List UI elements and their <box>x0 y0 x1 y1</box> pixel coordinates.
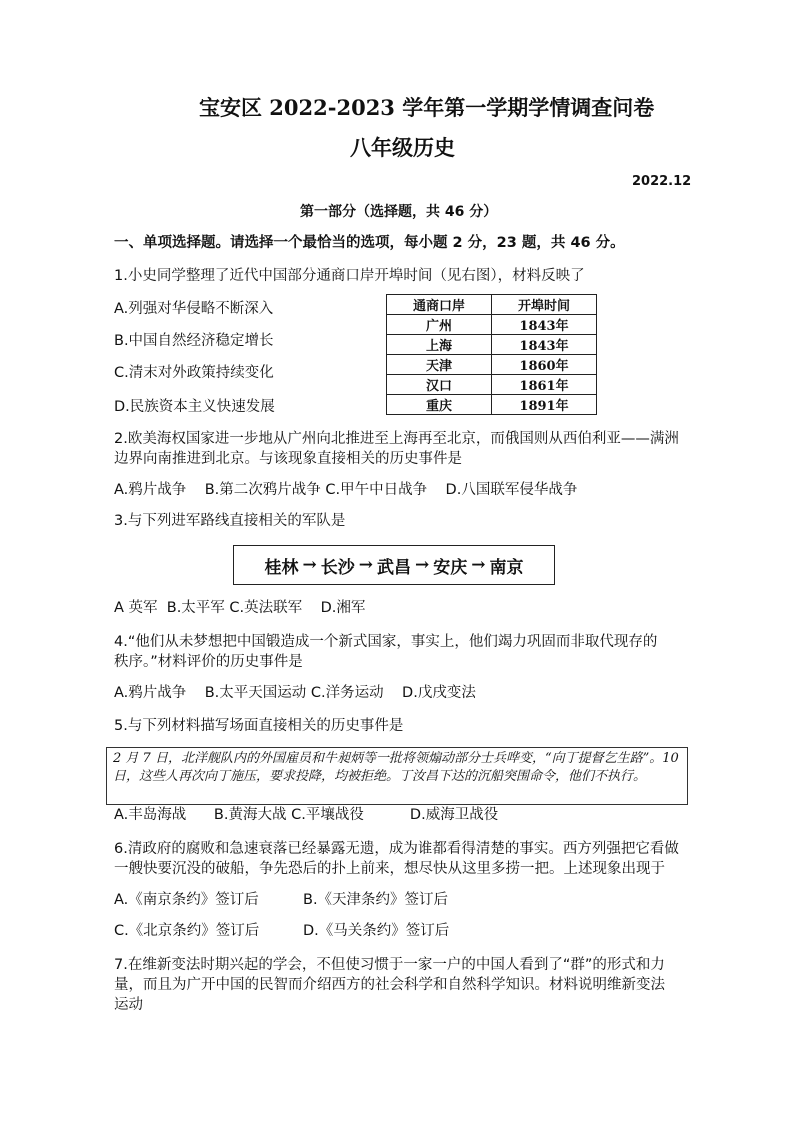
part-heading: 第一部分（选择题，共 46 分） <box>300 204 498 220</box>
question-3-options: A 英军 B.太平军 C.英法联军 D.湘军 <box>114 600 366 616</box>
exam-date: 2022.12 <box>632 174 692 189</box>
table-cell: 天津 <box>387 355 492 375</box>
route-box <box>233 545 555 585</box>
route-city: 安庆 <box>433 557 468 578</box>
question-1-option-d: D.民族资本主义快速发展 <box>114 399 275 415</box>
table-row <box>387 335 597 355</box>
question-5-stem: 5.与下列材料描写场面直接相关的历史事件是 <box>114 718 404 734</box>
route-city: 长沙 <box>320 557 355 578</box>
question-7-stem-line-1: 7.在维新变法时期兴起的学会，不但使习惯于一家一户的中国人看到了“群”的形式和力 <box>114 957 665 973</box>
question-2-options: A.鸦片战争 B.第二次鸦片战争 C.甲午中日战争 D.八国联军侵华战争 <box>114 482 578 498</box>
arrow-icon: → <box>302 555 317 575</box>
question-4-options: A.鸦片战争 B.太平天国运动 C.洋务运动 D.戊戌变法 <box>114 685 476 701</box>
page-subtitle: 八年级历史 <box>350 135 455 160</box>
table-cell: 1843年 <box>492 315 597 335</box>
arrow-icon: → <box>471 555 486 575</box>
table-row <box>387 315 597 335</box>
table-cell: 1860年 <box>492 355 597 375</box>
question-1-option-a: A.列强对华侵略不断深入 <box>114 301 274 317</box>
quote-box: 2 月 7 日，北洋舰队内的外国雇员和牛昶炳等一批将领煽动部分士兵哗变，“向丁提督乞生路”。10 日，这些人再次向丁施压，要求投降，均被拒绝。丁汝昌下达的沉船突围命令，他们不执行。 <box>106 747 688 805</box>
table-header-cell: 通商口岸 <box>387 295 492 315</box>
question-6-option-b: B.《天津条约》签订后 <box>303 892 449 908</box>
question-3-stem: 3.与下列进军路线直接相关的军队是 <box>114 513 346 529</box>
table-row <box>387 355 597 375</box>
question-4-stem-line-2: 秩序。”材料评价的历史事件是 <box>114 654 303 670</box>
question-6-option-d: D.《马关条约》签订后 <box>303 923 450 939</box>
ports-table <box>386 294 597 415</box>
question-1-stem: 1.小史同学整理了近代中国部分通商口岸开埠时间（见右图），材料反映了 <box>114 268 585 284</box>
arrow-icon: → <box>415 555 430 575</box>
table-cell: 广州 <box>387 315 492 335</box>
table-cell: 汉口 <box>387 375 492 395</box>
table-cell: 重庆 <box>387 395 492 415</box>
route-city: 南京 <box>489 557 524 578</box>
question-6-stem-line-1: 6.清政府的腐败和急速衰落已经暴露无遗，成为谁都看得清楚的事实。西方列强把它看做 <box>114 841 679 857</box>
table-cell: 1861年 <box>492 375 597 395</box>
page-title: 宝安区 2022-2023 学年第一学期学情调查问卷 <box>199 95 655 120</box>
table-cell: 1891年 <box>492 395 597 415</box>
question-1-option-b: B.中国自然经济稳定增长 <box>114 333 274 349</box>
question-2-stem-line-1: 2.欧美海权国家进一步地从广州向北推进至上海再至北京，而俄国则从西伯利亚——满洲 <box>114 431 679 447</box>
question-7-stem-line-2: 量，而且为广开中国的民智而介绍西方的社会科学和自然科学知识。材料说明维新变法 <box>114 977 665 993</box>
route-city: 桂林 <box>264 557 299 578</box>
question-5-options: A.丰岛海战 B.黄海大战 C.平壤战役 D.威海卫战役 <box>114 807 499 823</box>
question-4-stem-line-1: 4.“他们从未梦想把中国锻造成一个新式国家，事实上，他们竭力巩固而非取代现存的 <box>114 634 658 650</box>
table-header-cell: 开埠时间 <box>492 295 597 315</box>
route-city: 武昌 <box>377 557 411 578</box>
question-7-stem-line-3: 运动 <box>114 997 143 1013</box>
question-6-stem-line-2: 一艘快要沉没的破船，争先恐后的扑上前来，想尽快从这里多捞一把。上述现象出现于 <box>114 861 665 877</box>
question-2-stem-line-2: 边界向南推进到北京。与该现象直接相关的历史事件是 <box>114 451 462 467</box>
arrow-icon: → <box>358 555 373 575</box>
question-6-option-c: C.《北京条约》签订后 <box>114 923 260 939</box>
table-row <box>387 375 597 395</box>
question-6-option-a: A.《南京条约》签订后 <box>114 892 259 908</box>
question-1-option-c: C.清末对外政策持续变化 <box>114 365 274 381</box>
table-row <box>387 395 597 415</box>
section-heading: 一、单项选择题。请选择一个最恰当的选项，每小题 2 分，23 题，共 46 分。 <box>114 235 625 251</box>
table-header-row <box>387 295 597 315</box>
table-cell: 1843年 <box>492 335 597 355</box>
table-cell: 上海 <box>387 335 492 355</box>
